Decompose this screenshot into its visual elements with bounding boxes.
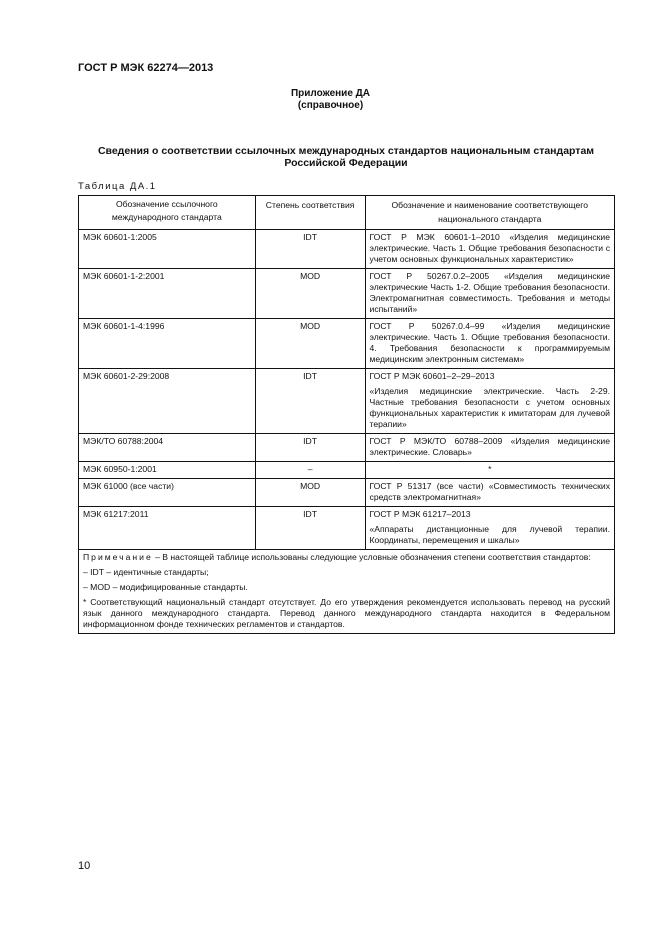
national-standard-cell <box>365 479 614 507</box>
table-row <box>79 507 615 550</box>
national-standard-text: ГОСТ Р МЭК 61217–2013 <box>369 509 471 519</box>
table-note <box>79 550 615 634</box>
table-note-row <box>79 550 615 634</box>
note-item-mod: – MOD – модифицированные стандарты. <box>83 582 248 592</box>
intl-standard-cell: МЭК 60601-1-2:2001 <box>79 269 256 319</box>
degree-cell: IDT <box>255 369 365 434</box>
national-standard-cell <box>365 319 614 369</box>
national-standard-text: ГОСТ Р 50267.0.4–99 «Изделия медицинские электрические. Часть 1. Общие требования безопасности. 4. Требования безопасности к программируемым медицинским электронным системам» <box>369 321 610 364</box>
table-row <box>79 434 615 462</box>
national-standard-cell <box>365 507 614 550</box>
note-label: Примечание <box>83 552 153 562</box>
degree-cell: IDT <box>255 507 365 550</box>
national-standard-text: ГОСТ Р МЭК 60601–2–29–2013 <box>369 371 495 381</box>
intl-standard-cell: МЭК 61217:2011 <box>79 507 256 550</box>
national-standard-cell <box>365 230 614 269</box>
note-text: – В настоящей таблице использованы следующие условные обозначения степени соответствия стандартов: <box>152 552 591 562</box>
table-header-row <box>79 196 615 230</box>
page-number: 10 <box>78 860 91 872</box>
header-degree: Степень соответствия <box>255 196 365 230</box>
degree-cell: IDT <box>255 230 365 269</box>
table-row <box>79 319 615 369</box>
header-national: Обозначение и наименование соответствующего национального стандарта <box>365 196 614 230</box>
intl-standard-cell: МЭК/ТО 60788:2004 <box>79 434 256 462</box>
national-standard-text: «Аппараты дистанционные для лучевой терапии. Координаты, перемещения и шкалы» <box>369 524 610 545</box>
table-caption: Таблица ДА.1 <box>78 181 157 192</box>
intl-standard-cell: МЭК 60601-1:2005 <box>79 230 256 269</box>
national-standard-text: ГОСТ Р 51317 (все части) «Совместимость технических средств электромагнитная» <box>369 481 610 502</box>
intl-standard-cell: МЭК 60601-1-4:1996 <box>79 319 256 369</box>
degree-cell: – <box>255 462 365 479</box>
national-standard-text: «Изделия медицинские электрические. Часть 2-29. Частные требования безопасности с учетом основных функциональных характеристик к имитаторам для лучевой терапии» <box>369 386 610 429</box>
intl-standard-cell: МЭК 61000 (все части) <box>79 479 256 507</box>
degree-cell: MOD <box>255 319 365 369</box>
national-standard-text: ГОСТ Р МЭК 60601-1–2010 «Изделия медицинские электрические. Часть 1. Общие требования безопасности с учетом основных функциональных характеристик» <box>369 232 610 264</box>
national-standard-cell <box>365 434 614 462</box>
document-header: ГОСТ Р МЭК 62274—2013 <box>78 62 214 74</box>
correspondence-table <box>78 195 615 634</box>
national-standard-cell <box>365 369 614 434</box>
table-row <box>79 230 615 269</box>
table-row <box>79 269 615 319</box>
note-item-idt: – IDT – идентичные стандарты; <box>83 567 209 577</box>
appendix-subtitle: (справочное) <box>297 100 364 111</box>
header-intl: Обозначение ссылочного международного стандарта <box>79 196 256 230</box>
section-title: Сведения о соответствии ссылочных международных стандартов национальным стандартам Российской Федерации <box>97 145 595 169</box>
national-standard-text: ГОСТ Р 50267.0.2–2005 «Изделия медицинские электрические Часть 1-2. Общие требования безопасности. Электромагнитная совместимость. Требования и методы испытаний» <box>369 271 610 314</box>
appendix-heading <box>0 88 661 112</box>
national-standard-text: ГОСТ Р МЭК/ТО 60788–2009 «Изделия медицинские электрические. Словарь» <box>369 436 610 457</box>
national-standard-cell <box>365 462 614 479</box>
appendix-title: Приложение ДА <box>290 88 371 99</box>
degree-cell: MOD <box>255 269 365 319</box>
national-standard-text: * <box>488 464 492 474</box>
table-row <box>79 462 615 479</box>
intl-standard-cell: МЭК 60950-1:2001 <box>79 462 256 479</box>
degree-cell: IDT <box>255 434 365 462</box>
degree-cell: MOD <box>255 479 365 507</box>
national-standard-cell <box>365 269 614 319</box>
intl-standard-cell: МЭК 60601-2-29:2008 <box>79 369 256 434</box>
table-row <box>79 369 615 434</box>
table-row <box>79 479 615 507</box>
note-footnote: * Соответствующий национальный стандарт отсутствует. До его утверждения рекомендуется использовать перевод на русский язык данного международного стандарта. Перевод данного международного стандарта находится в Федеральном информационном фонде технических регламентов и стандартов. <box>83 597 610 629</box>
